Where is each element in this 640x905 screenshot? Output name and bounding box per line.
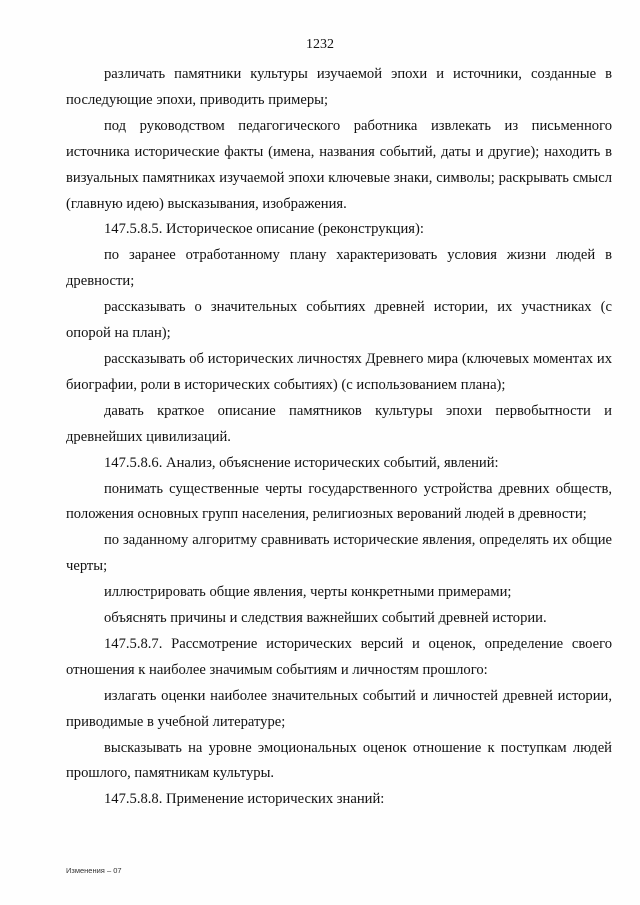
- paragraph: рассказывать о значительных событиях древней истории, их участниках (с опорой на план);: [66, 299, 612, 342]
- paragraph: по заранее отработанному плану характеризовать условия жизни людей в древности;: [66, 247, 612, 290]
- paragraph: рассказывать об исторических личностях Древнего мира (ключевых моментах их биографии, роли в исторических событиях) (с использованием плана);: [66, 350, 612, 393]
- paragraph: по заданному алгоритму сравнивать исторические явления, определять их общие черты;: [66, 532, 612, 575]
- paragraph: иллюстрировать общие явления, черты конкретными примерами;: [104, 584, 512, 601]
- paragraph: понимать существенные черты государственного устройства древних обществ, положения основных групп населения, религиозных верований людей в древности;: [66, 480, 612, 523]
- document-body: [66, 62, 612, 813]
- section-heading: 147.5.8.7. Рассмотрение исторических версий и оценок, определение своего отношения к наиболее значимым событиям и личностям прошлого:: [66, 635, 612, 678]
- footer-note: Изменения – 07: [66, 866, 122, 875]
- section-heading: 147.5.8.5. Историческое описание (реконструкция):: [104, 221, 424, 238]
- paragraph: высказывать на уровне эмоциональных оценок отношение к поступкам людей прошлого, памятникам культуры.: [66, 739, 612, 782]
- section-heading: 147.5.8.8. Применение исторических знаний:: [104, 791, 385, 808]
- paragraph: давать краткое описание памятников культуры эпохи первобытности и древнейших цивилизаций.: [66, 402, 612, 445]
- section-heading: 147.5.8.6. Анализ, объяснение исторических событий, явлений:: [104, 454, 499, 471]
- paragraph: объяснять причины и следствия важнейших событий древней истории.: [104, 610, 547, 627]
- page-number: 1232: [306, 37, 334, 52]
- paragraph: излагать оценки наиболее значительных событий и личностей древней истории, приводимые в учебной литературе;: [66, 687, 612, 730]
- paragraph: различать памятники культуры изучаемой эпохи и источники, созданные в последующие эпохи, приводить примеры;: [66, 66, 612, 108]
- paragraph: под руководством педагогического работника извлекать из письменного источника исторические факты (имена, названия событий, даты и другие); находить в визуальных памятниках изучаемой эпохи ключевые знаки, символы; раскрывать смысл (главную идею) высказывания, изображения.: [66, 117, 612, 212]
